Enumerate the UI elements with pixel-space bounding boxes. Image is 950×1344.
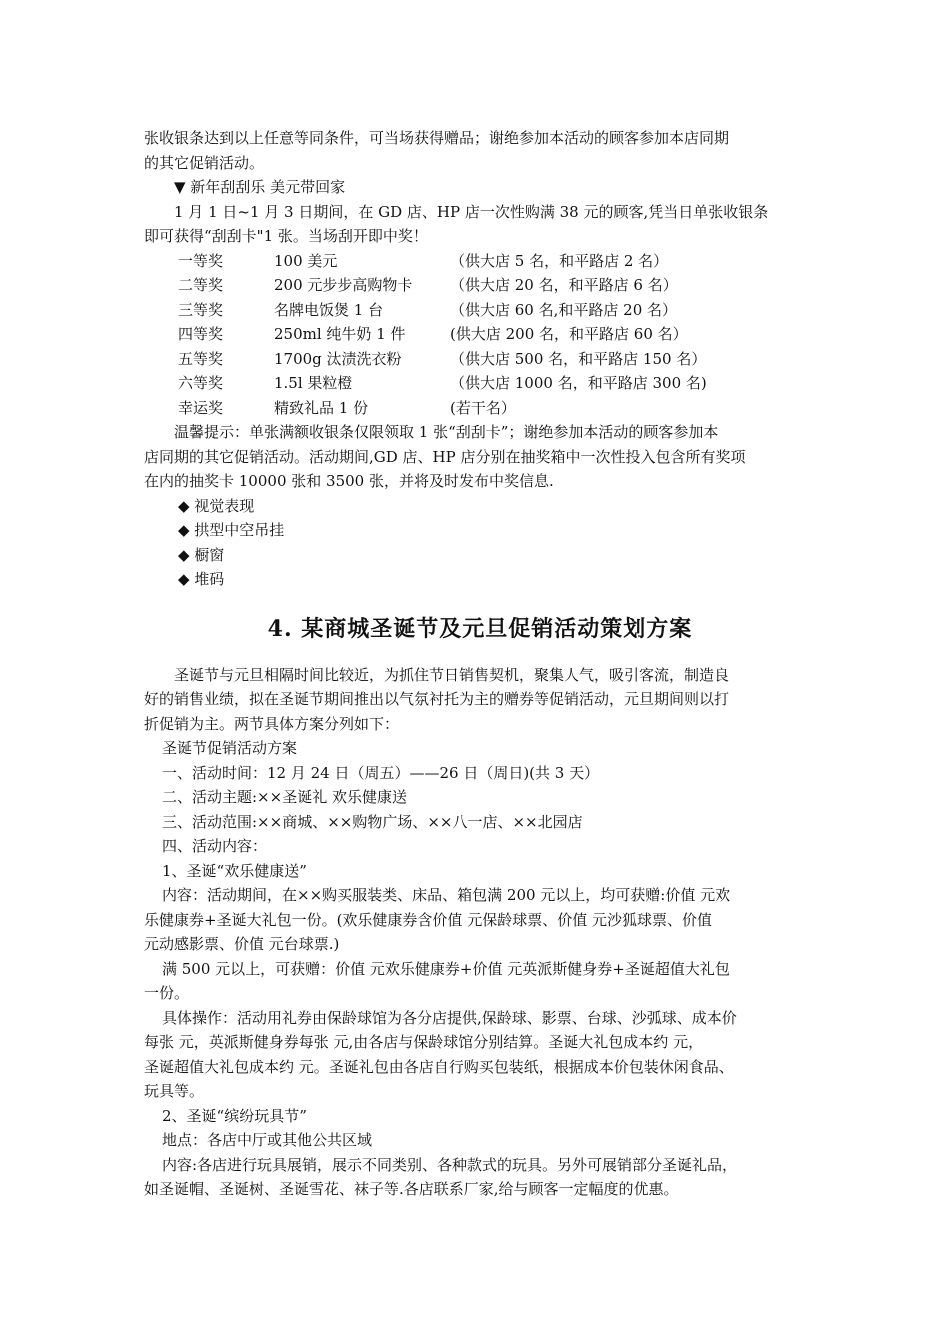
intro-line-1: 张收银条达到以上任意等同条件，可当场获得赠品；谢绝参加本活动的顾客参加本店同期 xyxy=(144,129,730,147)
subsection-title: 2、圣诞“缤纷玩具节” xyxy=(162,1106,307,1125)
plan-item-scope: 三、活动范围:××商城、××购物广场、××八一店、××北园店 xyxy=(162,812,583,831)
bullet-item: ◆ 视觉表现 xyxy=(178,496,255,515)
plan-item-content: 四、活动内容： xyxy=(162,837,268,855)
body-paragraph-line: 好的销售业绩，拟在圣诞节期间推出以气氛衬托为主的赠券等促销活动，元旦期间则以打 xyxy=(144,690,730,708)
bullet-item: ◆ 堆码 xyxy=(178,570,225,588)
prize-count: （供大店 20 名，和平路店 6 名） xyxy=(450,276,678,294)
body-paragraph-line: 折促销为主。两节具体方案分列如下： xyxy=(144,714,400,733)
tip-line-1: 温馨提示：单张满额收银条仅限领取 1 张“刮刮卡”；谢绝参加本活动的顾客参加本 xyxy=(174,423,719,441)
prize-level: 六等奖 xyxy=(178,374,224,392)
content-line: 内容：活动期间，在××购买服装类、床品、箱包满 200 元以上，均可获赠:价值 元欢 xyxy=(162,886,731,904)
content-line: 满 500 元以上，可获赠：价值 元欢乐健康券+价值 元英派斯健身券+圣诞超值大礼包 xyxy=(162,959,730,978)
prize-level: 二等奖 xyxy=(178,276,224,294)
prize-count: (供大店 200 名，和平路店 60 名） xyxy=(450,325,688,343)
prize-count: （供大店 500 名，和平路店 150 名） xyxy=(450,349,707,368)
plan-item-theme: 二、活动主题:××圣诞礼 欢乐健康送 xyxy=(162,788,407,806)
prize-item: 250ml 纯牛奶 1 件 xyxy=(274,325,406,343)
prize-row xyxy=(144,396,816,421)
prize-item: 200 元步步高购物卡 xyxy=(274,276,413,294)
plan-title: 圣诞节促销活动方案 xyxy=(162,739,298,757)
content-line: 内容:各店进行玩具展销，展示不同类别、各种款式的玩具。另外可展销部分圣诞礼品， xyxy=(162,1155,738,1174)
content-line: 圣诞超值大礼包成本约 元。圣诞礼包由各店自行购买包装纸，根据成本价包装休闲食品、 xyxy=(144,1057,734,1076)
document-page xyxy=(144,126,816,1202)
prize-row xyxy=(144,347,816,372)
prize-item: 名牌电饭煲 1 台 xyxy=(274,300,384,319)
prize-item: 1700g 汰渍洗衣粉 xyxy=(274,349,402,368)
content-line: 地点：各店中厅或其他公共区域 xyxy=(162,1131,373,1149)
prize-row xyxy=(144,249,816,274)
prize-count: （供大店 5 名，和平路店 2 名） xyxy=(450,251,669,270)
prize-level: 三等奖 xyxy=(178,300,224,319)
scratch-desc-2: 即可获得“刮刮卡"1 张。当场刮开即中奖！ xyxy=(144,227,428,245)
intro-line-2: 的其它促销活动。 xyxy=(144,153,265,172)
prize-row xyxy=(144,371,816,396)
subsection-title: 1、圣诞“欢乐健康送” xyxy=(162,861,307,880)
prize-item: 精致礼品 1 份 xyxy=(274,398,369,417)
bullet-item: ◆ 拱型中空吊挂 xyxy=(178,521,285,539)
prize-list xyxy=(144,249,816,421)
prize-row xyxy=(144,322,816,347)
section-title: 4. 某商城圣诞节及元旦促销活动策划方案 xyxy=(267,615,693,642)
scratch-desc-1: 1 月 1 日~1 月 3 日期间，在 GD 店、HP 店一次性购满 38 元的顾客,凭当日单张收银条 xyxy=(174,202,769,221)
tip-line-3: 在内的抽奖卡 10000 张和 3500 张，并将及时发布中奖信息. xyxy=(144,472,554,490)
content-line: 每张 元，英派斯健身券每张 元,由各店与保龄球馆分别结算。圣诞大礼包成本约 元， xyxy=(144,1033,704,1051)
prize-row xyxy=(144,298,816,323)
plan-item-time: 一、活动时间：12 月 24 日（周五）——26 日（周日)(共 3 天） xyxy=(162,763,600,782)
content-line: 乐健康券+圣诞大礼包一份。(欢乐健康券含价值 元保龄球票、价值 元沙狐球票、价值 xyxy=(144,910,712,929)
content-line: 玩具等。 xyxy=(144,1082,205,1100)
prize-count: （供大店 1000 名，和平路店 300 名) xyxy=(450,374,707,392)
prize-item: 100 美元 xyxy=(274,251,338,270)
content-line: 元动感影票、价值 元台球票.) xyxy=(144,935,340,953)
bullet-item: ◆ 橱窗 xyxy=(178,545,225,564)
tip-line-2: 店同期的其它促销活动。活动期间,GD 店、HP 店分别在抽奖箱中一次性投入包含所有奖项 xyxy=(144,447,746,466)
content-line: 具体操作：活动用礼券由保龄球馆为各分店提供,保龄球、影票、台球、沙弧球、成本价 xyxy=(162,1008,737,1027)
prize-count: (若干名） xyxy=(450,398,516,417)
body-paragraph-line: 圣诞节与元旦相隔时间比较近，为抓住节日销售契机，聚集人气，吸引客流，制造良 xyxy=(174,665,730,684)
content-line: 如圣诞帽、圣诞树、圣诞雪花、袜子等.各店联系厂家,给与顾客一定幅度的优惠。 xyxy=(144,1180,679,1198)
prize-count: （供大店 60 名,和平路店 20 名） xyxy=(450,300,678,319)
prize-level: 四等奖 xyxy=(178,325,224,343)
prize-row xyxy=(144,273,816,298)
prize-level: 五等奖 xyxy=(178,349,224,368)
prize-level: 一等奖 xyxy=(178,251,224,270)
scratch-title: ▼ 新年刮刮乐 美元带回家 xyxy=(174,178,346,196)
prize-item: 1.5l 果粒橙 xyxy=(274,374,353,392)
prize-level: 幸运奖 xyxy=(178,398,224,417)
content-line: 一份。 xyxy=(144,984,190,1002)
